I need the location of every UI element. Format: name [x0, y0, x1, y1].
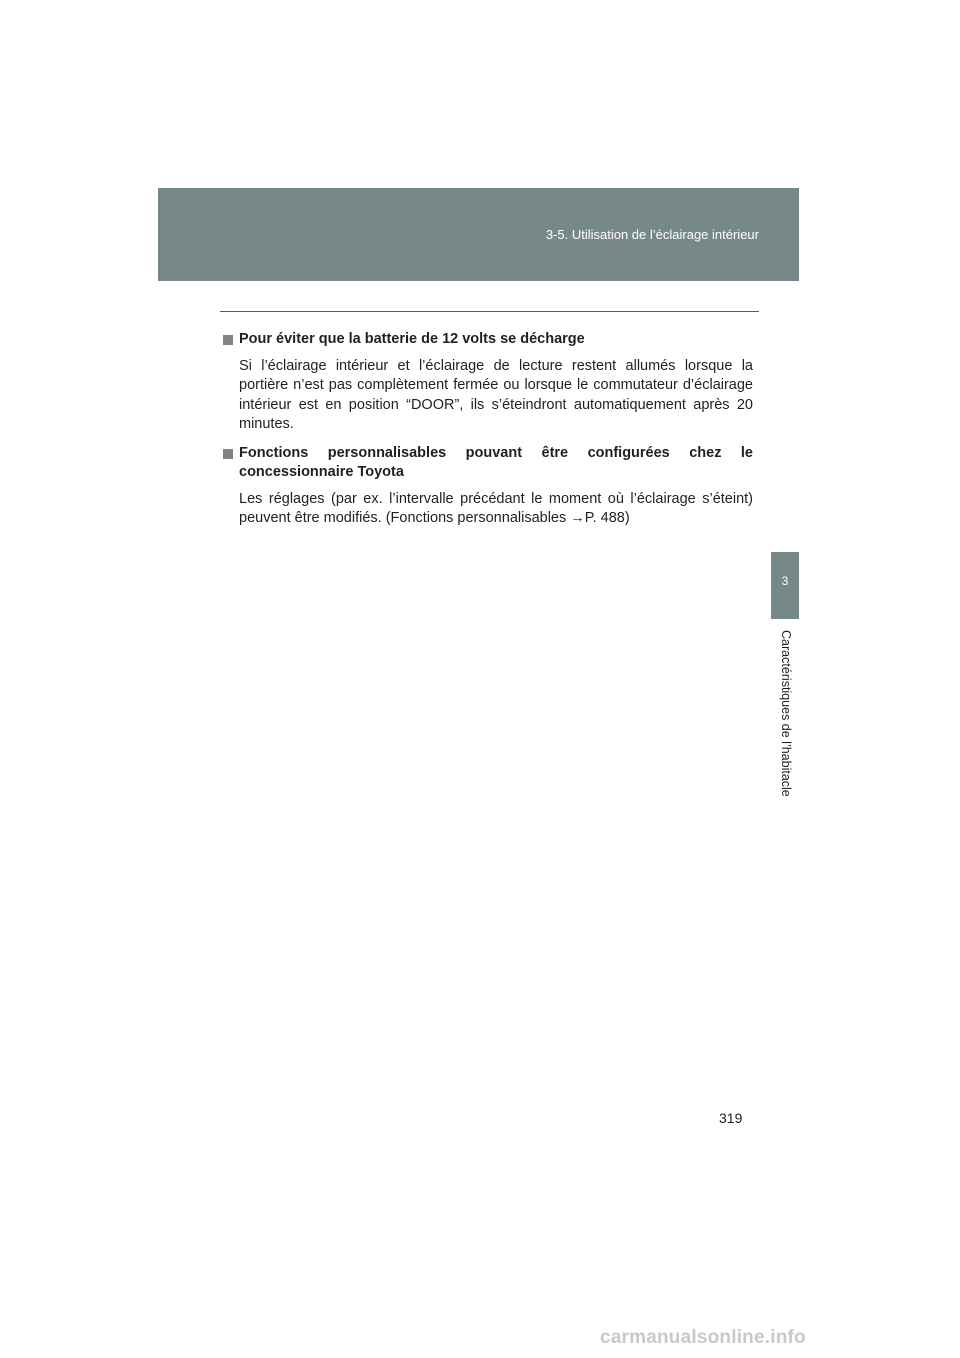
page-content	[222, 330, 753, 538]
chapter-number: 3	[781, 574, 789, 588]
watermark: carmanualsonline.info	[600, 1327, 806, 1348]
info-item-title: Pour éviter que la batterie de 12 volts se décharge	[239, 331, 585, 347]
info-item	[222, 330, 753, 435]
page-number: 319	[719, 1110, 743, 1126]
chapter-side-label	[773, 630, 799, 830]
arrow-right-icon: →	[570, 510, 585, 526]
page-reference-link[interactable]: P. 488)	[584, 510, 630, 526]
square-bullet-icon	[223, 335, 233, 345]
info-item-title: Fonctions personnalisables pouvant être configurées chez le concessionnaire Toyota	[239, 444, 753, 480]
info-item-body-text: Les réglages (par ex. l’intervalle précédant le moment où l’éclairage s’éteint) peuvent être modifiés. (Fonctions personnalisables	[239, 490, 753, 526]
chapter-header-band	[158, 188, 799, 281]
chapter-label: Caractéristiques de l’habitacle	[779, 630, 793, 797]
section-title: 3-5. Utilisation de l’éclairage intérieur	[545, 227, 759, 242]
info-item-heading	[222, 330, 753, 350]
chapter-tab[interactable]	[771, 552, 799, 619]
section-divider	[220, 311, 759, 312]
info-item-heading	[222, 444, 753, 483]
info-item-body	[222, 490, 753, 529]
info-item	[222, 444, 753, 529]
info-item-body: Si l’éclairage intérieur et l’éclairage de lecture restent allumés lorsque la portière n’est pas complètement fermée ou lorsque le commutateur d’éclairage intérieur est en position “DOOR”, ils s’éteindront automatiquement après 20 minutes.	[239, 357, 753, 432]
square-bullet-icon	[223, 449, 233, 459]
